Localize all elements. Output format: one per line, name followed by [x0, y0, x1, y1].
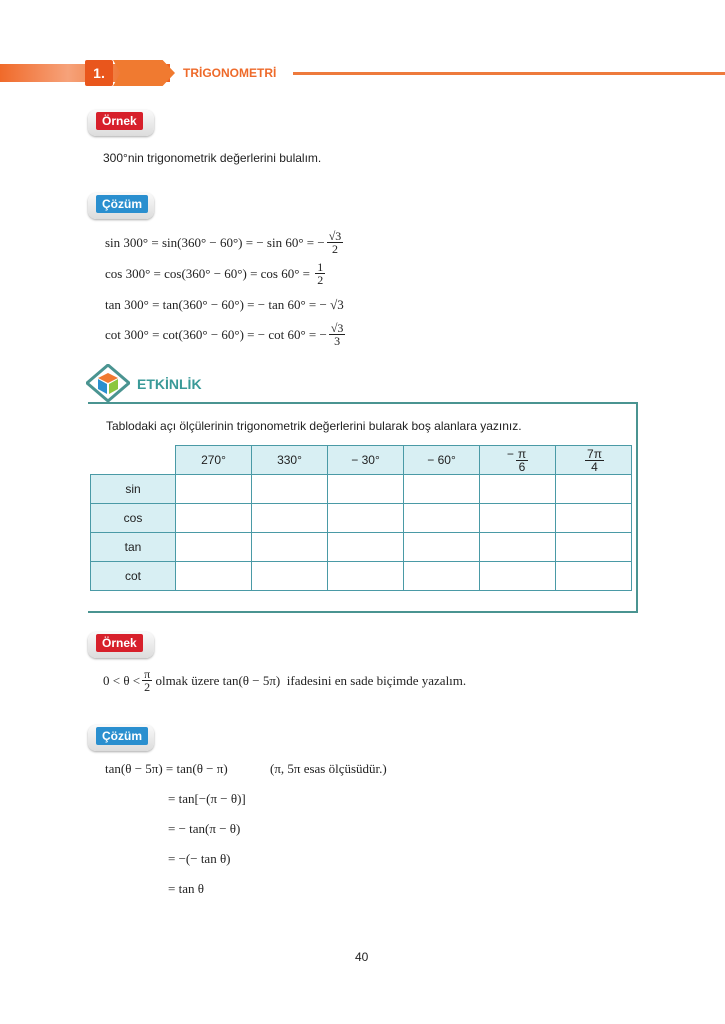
example-badge	[88, 110, 154, 136]
answer-cell[interactable]	[176, 504, 252, 533]
col-header: − 60°	[404, 446, 480, 475]
answer-cell[interactable]	[480, 504, 556, 533]
eq-text: cos 300° = cos(360° − 60°) = cos 60° =	[105, 265, 314, 281]
answer-cell[interactable]	[480, 562, 556, 591]
chapter-number: 1.	[85, 60, 113, 86]
activity-title: ETKİNLİK	[137, 376, 202, 392]
activity-cube-icon	[86, 364, 130, 402]
answer-cell[interactable]	[252, 504, 328, 533]
col-header: − $\frac{\pi}{6}$	[480, 446, 556, 475]
solution-badge	[88, 193, 154, 219]
table-header-row	[91, 446, 632, 475]
answer-cell[interactable]	[176, 475, 252, 504]
answer-cell[interactable]	[480, 475, 556, 504]
answer-cell[interactable]	[480, 533, 556, 562]
equation-sin	[105, 230, 343, 255]
solution2-line: tan(θ − 5π) = tan(θ − π)	[105, 761, 228, 776]
row-header: cot	[91, 562, 176, 591]
row-header: tan	[91, 533, 176, 562]
equation-cos	[105, 261, 325, 286]
col-header: 330°	[252, 446, 328, 475]
answer-cell[interactable]	[328, 562, 404, 591]
fraction: $\frac{1}{2}$	[317, 260, 324, 287]
answer-cell[interactable]	[252, 562, 328, 591]
answer-cell[interactable]	[176, 533, 252, 562]
table-row	[91, 533, 632, 562]
answer-cell[interactable]	[328, 504, 404, 533]
example2-text: 0 < θ < $\frac{\pi}{2}$ olmak üzere tan(θ − 5π) ifadesini en sade biçimde yazalım.	[103, 667, 467, 694]
answer-cell[interactable]	[556, 533, 632, 562]
solution-label: Çözüm	[96, 727, 148, 745]
solution2-line: = −(− tan θ)	[168, 851, 231, 866]
answer-cell[interactable]	[252, 533, 328, 562]
answer-cell[interactable]	[556, 475, 632, 504]
col-header: $\frac{7\pi}{4}$	[556, 446, 632, 475]
answer-cell[interactable]	[404, 533, 480, 562]
equation-tan	[105, 297, 344, 313]
solution2-line: = − tan(π − θ)	[168, 821, 241, 836]
eq-text: tan 300° = tan(360° − 60°) = − tan 60° = − √3	[105, 297, 344, 312]
trig-table	[90, 445, 632, 591]
fraction: $\frac{√3}{3}$	[330, 321, 344, 348]
activity-instruction: Tablodaki açı ölçülerinin trigonometrik değerlerini bularak boş alanlara yazınız.	[106, 419, 522, 433]
answer-cell[interactable]	[556, 504, 632, 533]
row-header: sin	[91, 475, 176, 504]
page-number: 40	[355, 950, 369, 964]
solution2-note: (π, 5π esas ölçüsüdür.)	[270, 761, 387, 776]
corner-cell	[91, 446, 176, 475]
example-label: Örnek	[96, 112, 143, 130]
answer-cell[interactable]	[404, 475, 480, 504]
table-row	[91, 475, 632, 504]
fraction: $\frac{√3}{2}$	[328, 229, 342, 256]
col-header: 270°	[176, 446, 252, 475]
equation-cot	[105, 322, 345, 347]
solution2-line: = tan θ	[168, 881, 204, 896]
answer-cell[interactable]	[176, 562, 252, 591]
answer-cell[interactable]	[252, 475, 328, 504]
example-text: 300°nin trigonometrik değerlerini bulalım.	[103, 151, 322, 165]
example-badge	[88, 632, 154, 658]
chapter-title: TRİGONOMETRİ	[183, 66, 277, 80]
header-rule	[293, 72, 725, 75]
answer-cell[interactable]	[404, 504, 480, 533]
answer-cell[interactable]	[328, 475, 404, 504]
table-row	[91, 504, 632, 533]
answer-cell[interactable]	[328, 533, 404, 562]
eq-text: cot 300° = cot(360° − 60°) = − cot 60° = −	[105, 326, 327, 342]
answer-cell[interactable]	[556, 562, 632, 591]
row-header: cos	[91, 504, 176, 533]
header-arrow	[113, 60, 175, 86]
solution-label: Çözüm	[96, 195, 148, 213]
answer-cell[interactable]	[404, 562, 480, 591]
solution-badge	[88, 725, 154, 751]
col-header: − 30°	[328, 446, 404, 475]
table-row	[91, 562, 632, 591]
solution2-line: = tan[−(π − θ)]	[168, 791, 246, 806]
eq-text: sin 300° = sin(360° − 60°) = − sin 60° = −	[105, 234, 325, 250]
example-label: Örnek	[96, 634, 143, 652]
